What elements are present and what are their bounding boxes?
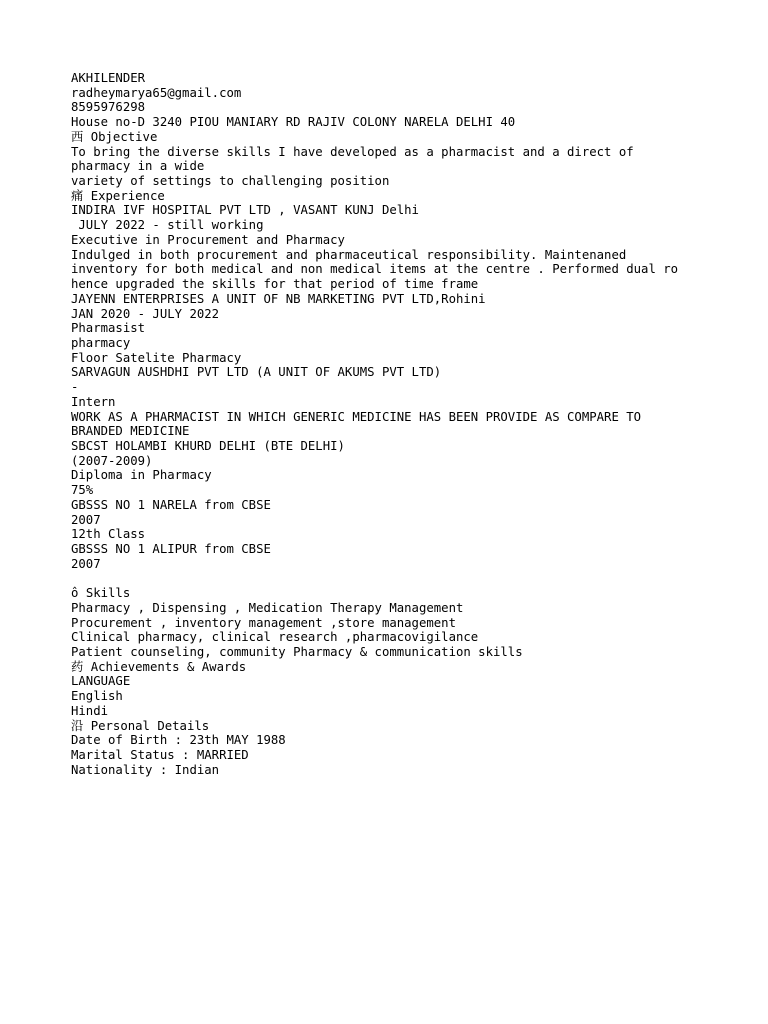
skills-line: Procurement , inventory management ,store management [71, 615, 456, 630]
objective-text-line: pharmacy in a wide [71, 159, 205, 174]
achievements-heading [71, 660, 761, 675]
education-period: (2007-2009) [71, 453, 153, 468]
experience-icon: 痛 [71, 188, 84, 203]
job-period: JULY 2022 - still working [71, 218, 264, 233]
education-course: 12th Class [71, 527, 146, 542]
job-role: Pharmasist [71, 321, 146, 336]
skills-icon: ô [71, 586, 79, 601]
personal-heading-label: Personal Details [90, 718, 210, 733]
education-period: 2007 [71, 512, 101, 527]
candidate-email: radheymarya65@gmail.com [71, 85, 242, 100]
achievements-heading-label: Achievements & Awards [90, 659, 247, 674]
education-score: 75% [71, 483, 94, 498]
job-role: Executive in Procurement and Pharmacy [71, 232, 345, 247]
blank-line [71, 571, 761, 586]
job-description-line: Indulged in both procurement and pharmaceutical responsibility. Maintenaned [71, 247, 627, 262]
skills-line: Pharmacy , Dispensing , Medication Therapy Management [71, 600, 464, 615]
job-period: JAN 2020 - JULY 2022 [71, 306, 220, 321]
candidate-name: AKHILENDER [71, 71, 146, 85]
education-school: GBSSS NO 1 NARELA from CBSE [71, 497, 271, 512]
experience-heading-label: Experience [90, 188, 165, 203]
job-description-line: Floor Satelite Pharmacy [71, 350, 242, 365]
candidate-phone: 8595976298 [71, 100, 146, 115]
resume-document [71, 71, 761, 778]
candidate-address: House no-D 3240 PIOU MANIARY RD RAJIV COLONY NARELA DELHI 40 [71, 115, 516, 130]
personal-heading [71, 719, 761, 734]
job-description-line: BRANDED MEDICINE [71, 424, 190, 439]
objective-icon: 西 [71, 129, 84, 144]
language-item: Hindi [71, 703, 109, 718]
job-company: JAYENN ENTERPRISES A UNIT OF NB MARKETING PVT LTD,Rohini [71, 291, 486, 306]
education-period: 2007 [71, 556, 101, 571]
job-role: Intern [71, 394, 116, 409]
objective-heading-label: Objective [90, 129, 158, 144]
achievements-icon: 药 [71, 659, 84, 674]
education-school: GBSSS NO 1 ALIPUR from CBSE [71, 542, 271, 556]
job-description-line: inventory for both medical and non medical items at the centre . Performed dual ro [71, 262, 679, 277]
job-description-line: WORK AS A PHARMACIST IN WHICH GENERIC MEDICINE HAS BEEN PROVIDE AS COMPARE TO [71, 409, 642, 424]
skills-line: Clinical pharmacy, clinical research ,pharmacovigilance [71, 630, 479, 645]
skills-line: Patient counseling, community Pharmacy & communication skills [71, 645, 523, 660]
experience-heading [71, 189, 761, 204]
language-heading: LANGUAGE [71, 674, 131, 689]
language-item: English [71, 689, 123, 704]
personal-detail-line: Marital Status : MARRIED [71, 748, 249, 763]
personal-icon: 沿 [71, 718, 84, 733]
education-school: SBCST HOLAMBI KHURD DELHI (BTE DELHI) [71, 438, 345, 453]
objective-text-line: To bring the diverse skills I have developed as a pharmacist and a direct of [71, 144, 634, 159]
personal-detail-line: Date of Birth : 23th MAY 1988 [71, 733, 286, 748]
job-description-line: hence upgraded the skills for that period of time frame [71, 277, 479, 292]
job-period: - [71, 380, 79, 395]
objective-text-line: variety of settings to challenging position [71, 174, 390, 189]
job-company: SARVAGUN AUSHDHI PVT LTD (A UNIT OF AKUMS PVT LTD) [71, 365, 442, 380]
skills-heading [71, 586, 761, 601]
personal-detail-line: Nationality : Indian [71, 762, 220, 777]
objective-heading [71, 130, 761, 145]
education-course: Diploma in Pharmacy [71, 468, 212, 483]
skills-heading-label: Skills [85, 586, 131, 601]
job-company: INDIRA IVF HOSPITAL PVT LTD , VASANT KUNJ Delhi [71, 203, 419, 218]
job-description-line: pharmacy [71, 335, 131, 350]
